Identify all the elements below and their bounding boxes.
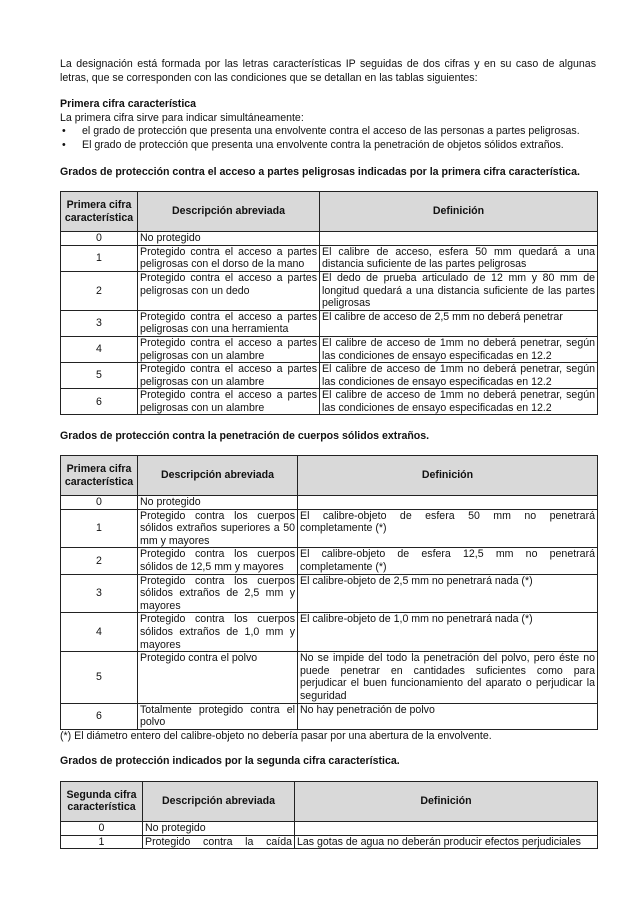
row-def: El calibre de acceso, esfera 50 mm quedará a una distancia suficiente de las partes peligrosas <box>320 245 598 271</box>
table-row <box>61 310 598 336</box>
row-digit: 3 <box>61 574 138 613</box>
row-def: El calibre-objeto de esfera 50 mm no penetrará completamente (*) <box>298 509 598 548</box>
row-desc: Protegido contra los cuerpos sólidos de 12,5 mm y mayores <box>138 548 298 574</box>
table-row <box>61 509 598 548</box>
row-def: No se impide del todo la penetración del polvo, pero éste no puede penetrar en cantidades suficientes como para perjudicar el buen funcionamiento del aparato o perjudicar la seguridad <box>298 652 598 703</box>
row-digit: 6 <box>61 703 138 729</box>
row-digit: 3 <box>61 310 138 336</box>
row-desc: Protegido contra la caída <box>143 835 295 849</box>
table2-footnote: (*) El diámetro entero del calibre-objeto no debería pasar por una abertura de la envolvente. <box>60 729 492 742</box>
table-row <box>61 496 598 510</box>
table2-header-desc: Descripción abreviada <box>138 456 298 496</box>
table1-header-desc: Descripción abreviada <box>138 192 320 232</box>
row-digit: 1 <box>61 509 138 548</box>
row-digit: 5 <box>61 363 138 389</box>
row-desc: Protegido contra los cuerpos sólidos extraños de 2,5 mm y mayores <box>138 574 298 613</box>
row-def: No hay penetración de polvo <box>298 703 598 729</box>
table1-header-def: Definición <box>320 192 598 232</box>
table-row <box>61 703 598 729</box>
table3-title: Grados de protección indicados por la segunda cifra característica. <box>60 755 400 768</box>
row-def: El calibre-objeto de 1,0 mm no penetrará nada (*) <box>298 613 598 652</box>
table2-title: Grados de protección contra la penetración de cuerpos sólidos extraños. <box>60 430 430 443</box>
table-row <box>61 271 598 310</box>
row-digit: 0 <box>61 232 138 246</box>
row-digit: 5 <box>61 652 138 703</box>
row-desc: Protegido contra el acceso a partes peligrosas con un dedo <box>138 271 320 310</box>
row-def: El calibre-objeto de esfera 12,5 mm no penetrará completamente (*) <box>298 548 598 574</box>
row-def: El dedo de prueba articulado de 12 mm y 80 mm de longitud quedará a una distancia suficiente de las partes peligrosas <box>320 271 598 310</box>
table-row <box>61 336 598 362</box>
table-row <box>61 363 598 389</box>
row-desc: Protegido contra los cuerpos sólidos extraños superiores a 50 mm y mayores <box>138 509 298 548</box>
table2 <box>60 455 598 730</box>
document-page <box>60 58 596 849</box>
row-desc: No protegido <box>138 496 298 510</box>
table-row <box>61 835 598 849</box>
row-desc: Protegido contra los cuerpos sólidos extraños de 1,0 mm y mayores <box>138 613 298 652</box>
row-digit: 0 <box>61 821 143 835</box>
first-digit-bullets <box>60 125 596 152</box>
table1 <box>60 191 598 415</box>
row-desc: Protegido contra el acceso a partes peligrosas con un alambre <box>138 389 320 415</box>
table-row <box>61 389 598 415</box>
row-def <box>320 232 598 246</box>
row-def: El calibre de acceso de 1mm no deberá penetrar, según las condiciones de ensayo especificadas en 12.2 <box>320 389 598 415</box>
row-def: El calibre de acceso de 1mm no deberá penetrar, según las condiciones de ensayo especificadas en 12.2 <box>320 363 598 389</box>
table-row <box>61 548 598 574</box>
table-row <box>61 232 598 246</box>
row-def <box>298 496 598 510</box>
table2-header-digit: Primera cifra característica <box>61 456 138 496</box>
table3 <box>60 781 598 849</box>
bullet-item: • El grado de protección que presenta una envolvente contra la penetración de objetos sólidos extraños. <box>60 139 596 153</box>
row-def: El calibre-objeto de 2,5 mm no penetrará nada (*) <box>298 574 598 613</box>
row-def: El calibre de acceso de 2,5 mm no deberá penetrar <box>320 310 598 336</box>
table1-header-digit: Primera cifra característica <box>61 192 138 232</box>
intro-paragraph: La designación está formada por las letras características IP seguidas de dos cifras y en su caso de algunas letras, que se corresponden con las condiciones que se detallan en las tablas siguientes: <box>60 58 596 84</box>
row-desc: Protegido contra el acceso a partes peligrosas con un alambre <box>138 336 320 362</box>
row-digit: 1 <box>61 835 143 849</box>
table-row <box>61 652 598 703</box>
table-row <box>61 245 598 271</box>
row-def: Las gotas de agua no deberán producir efectos perjudiciales <box>295 835 598 849</box>
row-digit: 1 <box>61 245 138 271</box>
row-digit: 0 <box>61 496 138 510</box>
row-digit: 4 <box>61 613 138 652</box>
first-digit-heading: Primera cifra característica <box>60 98 197 111</box>
row-def: El calibre de acceso de 1mm no deberá penetrar, según las condiciones de ensayo especificadas en 12.2 <box>320 336 598 362</box>
table-row <box>61 821 598 835</box>
row-desc: Protegido contra el polvo <box>138 652 298 703</box>
first-digit-lead: La primera cifra sirve para indicar simultáneamente: <box>60 111 304 124</box>
row-desc: No protegido <box>138 232 320 246</box>
row-digit: 4 <box>61 336 138 362</box>
row-desc: Protegido contra el acceso a partes peligrosas con una herramienta <box>138 310 320 336</box>
table-row <box>61 613 598 652</box>
bullet-item: • el grado de protección que presenta una envolvente contra el acceso de las personas a partes peligrosas. <box>60 125 596 139</box>
table1-title: Grados de protección contra el acceso a partes peligrosas indicadas por la primera cifra característica. <box>60 165 580 178</box>
row-desc: Protegido contra el acceso a partes peligrosas con el dorso de la mano <box>138 245 320 271</box>
row-desc: Protegido contra el acceso a partes peligrosas con un alambre <box>138 363 320 389</box>
row-digit: 2 <box>61 271 138 310</box>
table-row <box>61 574 598 613</box>
table3-header-desc: Descripción abreviada <box>143 781 295 821</box>
row-digit: 2 <box>61 548 138 574</box>
table3-header-digit: Segunda cifra característica <box>61 781 143 821</box>
row-def <box>295 821 598 835</box>
row-digit: 6 <box>61 389 138 415</box>
row-desc: Totalmente protegido contra el polvo <box>138 703 298 729</box>
row-desc: No protegido <box>143 821 295 835</box>
table3-header-def: Definición <box>295 781 598 821</box>
table2-header-def: Definición <box>298 456 598 496</box>
